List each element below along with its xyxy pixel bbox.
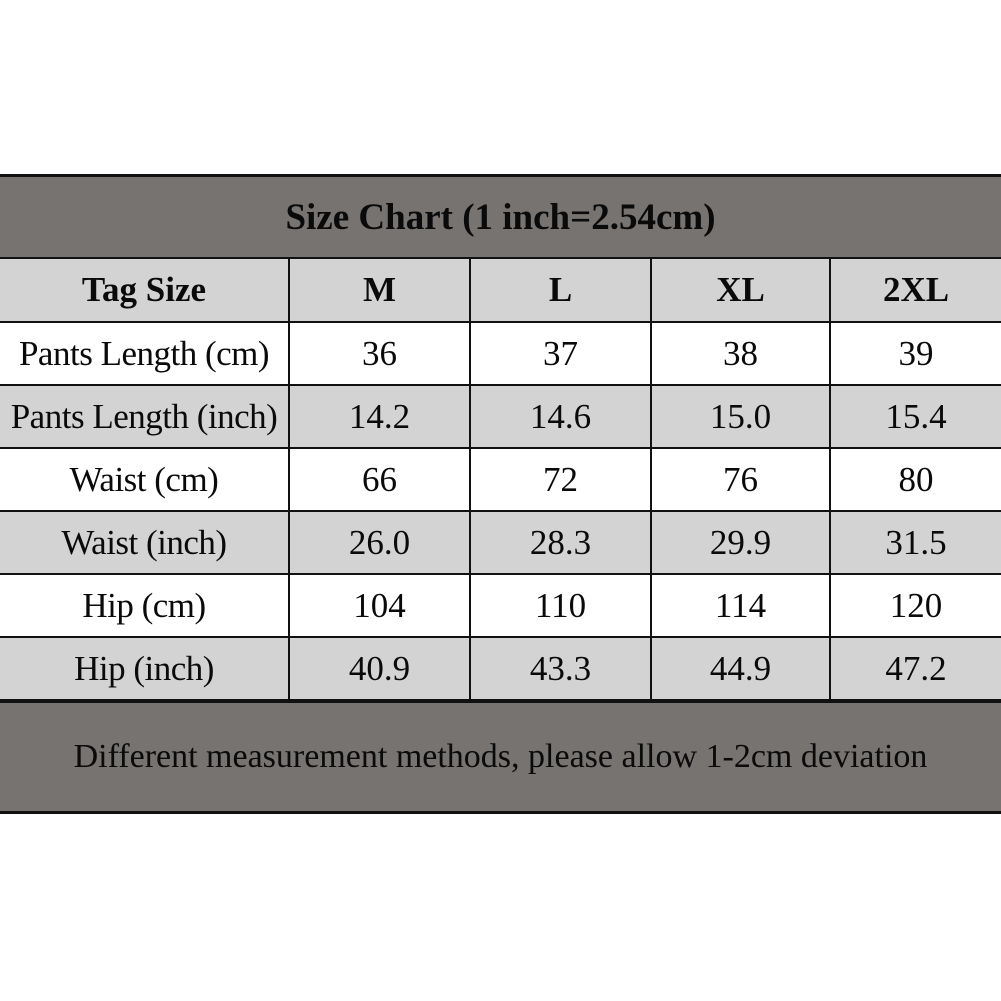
cell-value: 47.2 (830, 637, 1001, 700)
cell-value: 28.3 (470, 511, 651, 574)
row-label: Hip (inch) (0, 637, 289, 700)
cell-value: 110 (470, 574, 651, 637)
cell-value: 31.5 (830, 511, 1001, 574)
table-row (0, 448, 1001, 511)
header-row (0, 259, 1001, 322)
cell-value: 36 (289, 322, 470, 385)
cell-value: 114 (651, 574, 830, 637)
row-label: Waist (inch) (0, 511, 289, 574)
row-label: Waist (cm) (0, 448, 289, 511)
measurement-note: Different measurement methods, please allow 1-2cm deviation (0, 701, 1001, 811)
cell-value: 104 (289, 574, 470, 637)
header-size-m: M (289, 259, 470, 322)
header-size-2xl: 2XL (830, 259, 1001, 322)
size-chart-title: Size Chart (1 inch=2.54cm) (0, 177, 1001, 259)
header-size-l: L (470, 259, 651, 322)
cell-value: 120 (830, 574, 1001, 637)
row-label: Pants Length (cm) (0, 322, 289, 385)
cell-value: 14.2 (289, 385, 470, 448)
table-row (0, 322, 1001, 385)
size-chart (0, 174, 1001, 814)
cell-value: 72 (470, 448, 651, 511)
row-label: Pants Length (inch) (0, 385, 289, 448)
header-tag-size: Tag Size (0, 259, 289, 322)
cell-value: 44.9 (651, 637, 830, 700)
header-size-xl: XL (651, 259, 830, 322)
cell-value: 39 (830, 322, 1001, 385)
table-row (0, 511, 1001, 574)
cell-value: 14.6 (470, 385, 651, 448)
cell-value: 66 (289, 448, 470, 511)
table-row (0, 574, 1001, 637)
size-table (0, 259, 1001, 701)
cell-value: 40.9 (289, 637, 470, 700)
cell-value: 80 (830, 448, 1001, 511)
cell-value: 15.4 (830, 385, 1001, 448)
cell-value: 43.3 (470, 637, 651, 700)
cell-value: 37 (470, 322, 651, 385)
cell-value: 26.0 (289, 511, 470, 574)
table-row (0, 385, 1001, 448)
cell-value: 29.9 (651, 511, 830, 574)
cell-value: 15.0 (651, 385, 830, 448)
cell-value: 38 (651, 322, 830, 385)
row-label: Hip (cm) (0, 574, 289, 637)
cell-value: 76 (651, 448, 830, 511)
table-row (0, 637, 1001, 700)
